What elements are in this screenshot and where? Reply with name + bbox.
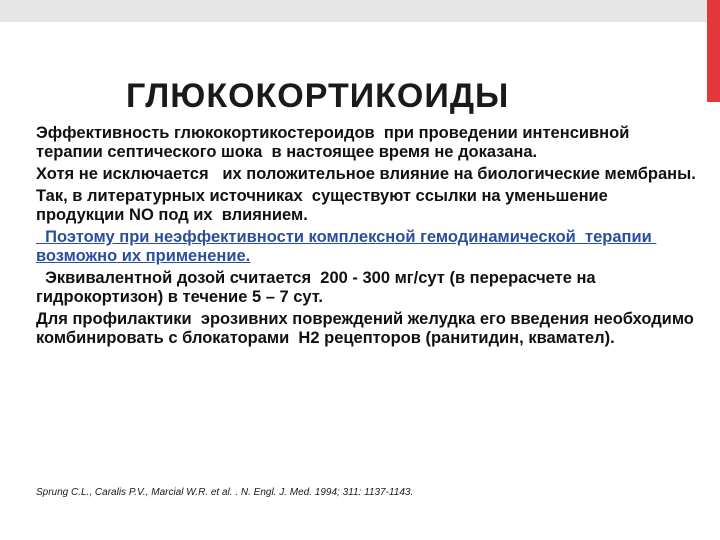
paragraph-membranes: Хотя не исключается их положительное влияние на биологические мембраны. (36, 165, 696, 183)
reference-citation: Sprung C.L., Caralis P.V., Marcial W.R. et al. . N. Engl. J. Med. 1994; 311: 1137-1143. (36, 487, 414, 498)
red-accent-bar (707, 0, 720, 102)
top-decor-strip (0, 0, 720, 22)
paragraph-prophylaxis: Для профилактики эрозивних повреждений желудка его введения необходимо комбинировать с блокаторами H2 рецепторов (ранитидин, квамател). (36, 310, 699, 347)
slide-body (36, 124, 699, 354)
paragraph-efficacy: Эффективность глюкокортикостероидов при проведении интенсивной терапии септического шока в настоящее время не доказана. (36, 124, 634, 161)
paragraph-dosage: Эквивалентной дозой считается 200 - 300 мг/сут (в перерасчете на гидрокортизон) в течение 5 – 7 сут. (36, 269, 601, 306)
slide-title: ГЛЮКОКОРТИКОИДЫ (126, 77, 510, 115)
paragraph-application-link[interactable]: Поэтому при неэффективности комплексной гемодинамической терапии возможно их применение. (36, 228, 657, 265)
paragraph-no-production: Так, в литературных источниках существуют ссылки на уменьшение продукции NO под их влиянием. (36, 187, 618, 224)
